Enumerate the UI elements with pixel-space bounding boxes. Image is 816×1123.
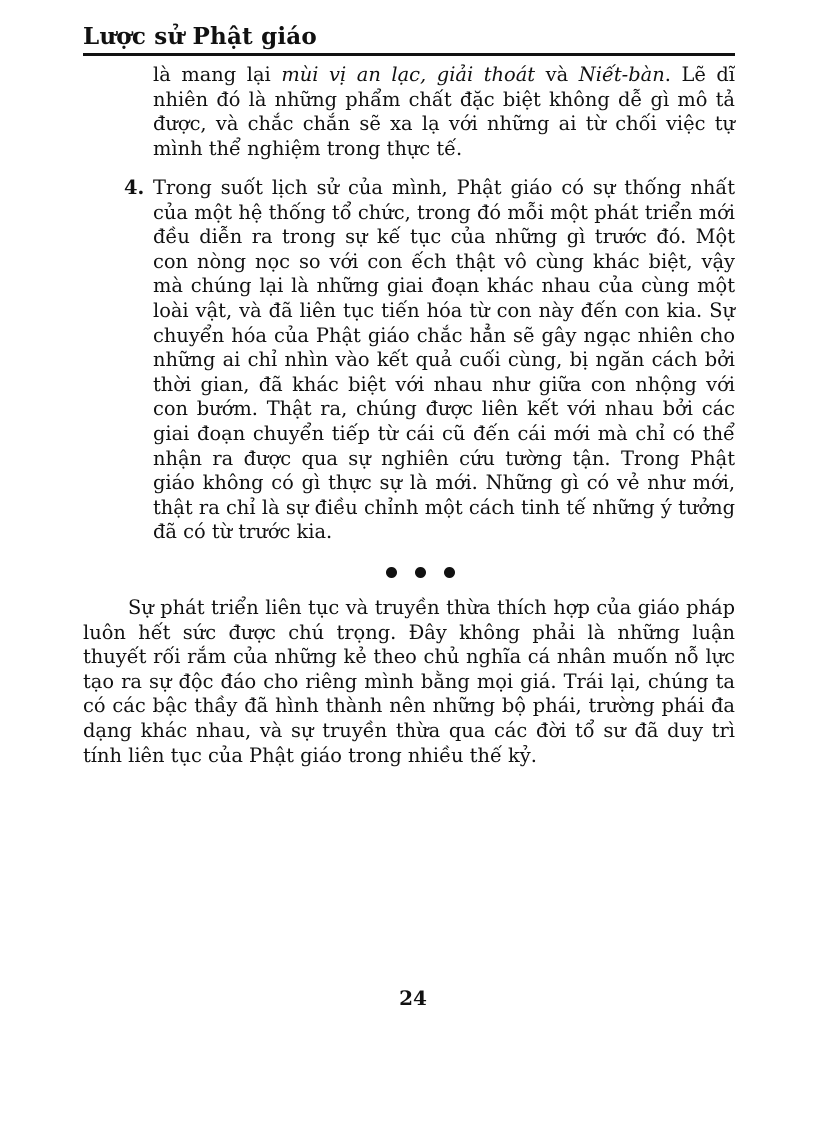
- list-item-number: 4.: [124, 176, 145, 199]
- continuation-text: [153, 63, 735, 161]
- body-paragraph-text: Sự phát triển liên tục và truyền thừa thích hợp của giáo pháp luôn hết sức được chú trọng. Đây không phải là những luận thuyết rối rắm của những kẻ theo chủ nghĩa cá nhân muốn nỗ lực tạo ra sự độc đáo cho riêng mình bằng mọi giá. Trái lại, chúng ta có các bậc thầy đã hình thành nên những bộ phái, trường phái đa dạng khác nhau, và sự truyền thừa qua các đời tổ sư đã duy trì tính liên tục của Phật giáo trong nhiều thế kỷ.: [83, 596, 735, 767]
- italic-phrase-peace-liberation: mùi vị an lạc, giải thoát: [281, 63, 536, 86]
- numbered-list-item: [124, 176, 735, 545]
- continuation-text-end: . Lẽ dĩ nhiên đó là những phẩm chất đặc biệt không dễ gì mô tả được, và chắc chắn sẽ xa lạ với những ai từ chối việc tự mình thể nghiệm trong thực tế.: [153, 63, 735, 160]
- body-paragraph: [83, 596, 735, 768]
- page-number: 24: [399, 986, 427, 1010]
- bullet-dot-icon: [444, 567, 455, 578]
- running-header-title: Lược sử Phật giáo: [83, 23, 317, 50]
- continuation-text-and: và: [535, 63, 579, 86]
- italic-phrase-nirvana: Niết-bàn: [578, 63, 665, 86]
- bullet-dot-icon: [415, 567, 426, 578]
- header-rule: [83, 53, 735, 56]
- section-separator: [386, 562, 476, 582]
- continuation-text-start: là mang lại: [153, 63, 282, 86]
- list-item-text: Trong suốt lịch sử của mình, Phật giáo có sự thống nhất của một hệ thống tổ chức, trong đó mỗi một phát triển mới đều diễn ra trong sự kế tục của những gì trước đó. Một con nòng nọc so với con ếch thật vô cùng khác biệt, vậy mà chúng lại là những giai đoạn khác nhau của cùng một loài vật, và đã liên tục tiến hóa từ con này đến con kia. Sự chuyển hóa của Phật giáo chắc hẳn sẽ gây ngạc nhiên cho những ai chỉ nhìn vào kết quả cuối cùng, bị ngăn cách bởi thời gian, đã khác biệt với nhau như giữa con nhộng với con bướm. Thật ra, chúng được liên kết với nhau bởi các giai đoạn chuyển tiếp từ cái cũ đến cái mới mà chỉ có thể nhận ra được qua sự nghiên cứu tường tận. Trong Phật giáo không có gì thực sự là mới. Những gì có vẻ như mới, thật ra chỉ là sự điều chỉnh một cách tinh tế những ý tưởng đã có từ trước kia.: [153, 176, 735, 544]
- bullet-dot-icon: [386, 567, 397, 578]
- continuation-paragraph: [153, 63, 735, 161]
